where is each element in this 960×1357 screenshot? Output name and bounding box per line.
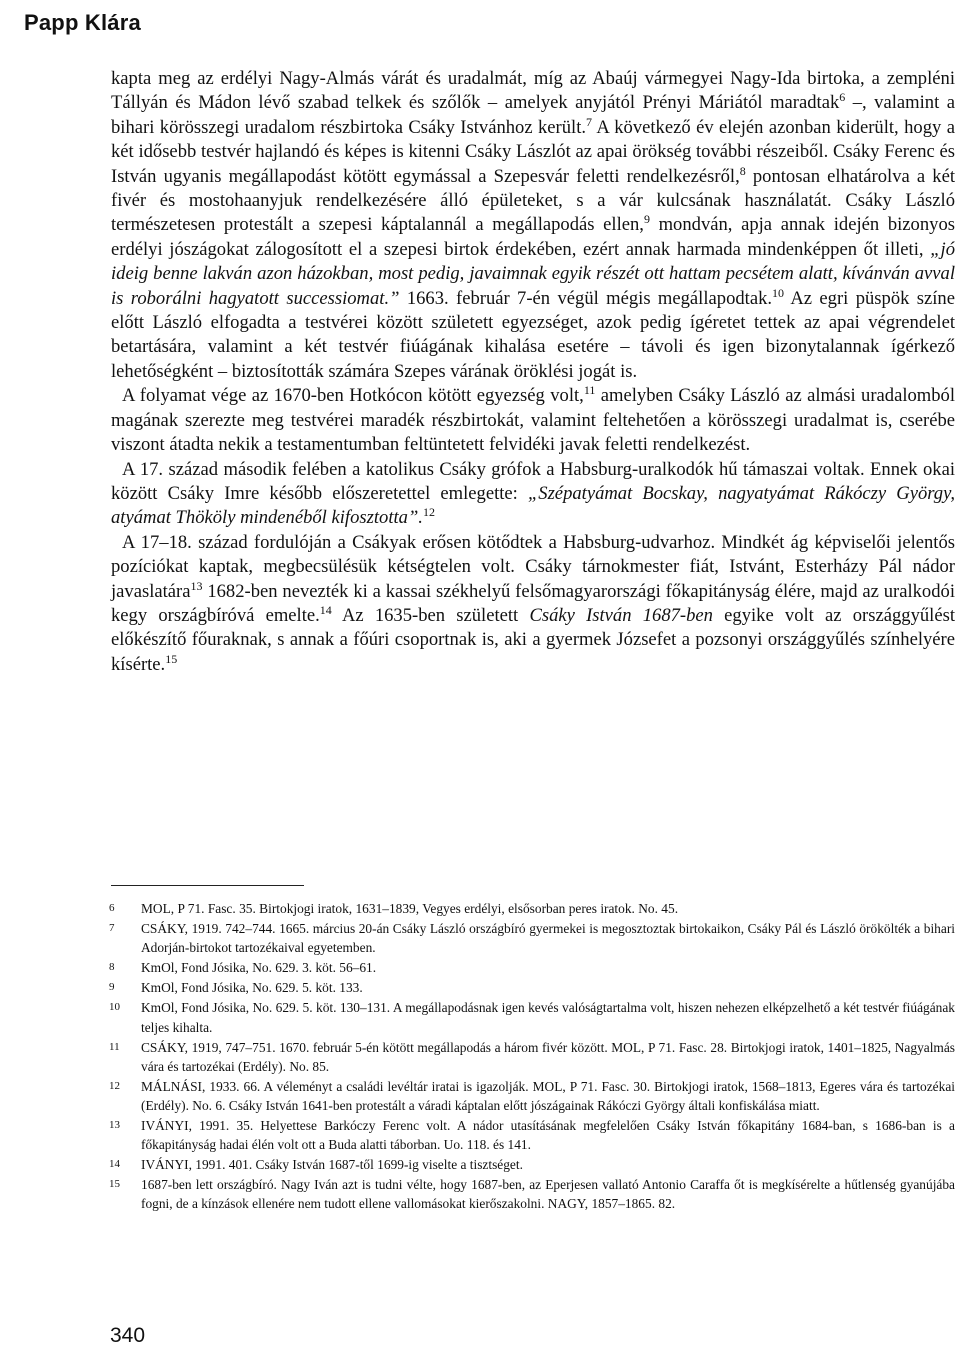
- text-run: A 17–18. század fordulóján a Csákyak erősen kötődtek a Habsburg-udvarhoz. Mindkét ág képviselői jelentős pozíciókat kaptak, megbecsülésük kétségtelen volt. Csáky tárnokmester fiát, Istvánt, Esterházy Pál nádor javaslatára: [111, 531, 955, 602]
- footnote-ref: 15: [165, 651, 178, 666]
- footnote-text: IVÁNYI, 1991. 35. Helyettese Barkóczy Ferenc volt. A nádor utasításának megfelelően Csáky István főkapitány 1684-ban, s 1686-ban is a főkapitányság hadai élén volt ott a Buda alatti táborban. Uo. 118. és 141.: [141, 1118, 955, 1153]
- italic-quote: „Szépatyámat Bocskay, nagyatyámat Rákóczy György, atyámat Thököly mindenéből kifosztotta”.: [111, 482, 955, 529]
- body-paragraph: [111, 531, 955, 677]
- footnote-ref: 11: [583, 383, 596, 398]
- footnote-separator: [111, 885, 304, 886]
- footnote-text: MÁLNÁSI, 1933. 66. A véleményt a családi levéltár iratai is igazolják. MOL, P 71. Fasc. 30. Birtokjogi iratok, 1568–1813, Egeres vára és tartozékai (Erdély). No. 6. Csáky István 1641-ben protestált a váradi káptalan előtt jószágainak Rákóczi György általi konfiskálása miatt.: [141, 1078, 955, 1113]
- footnote-ref: 7: [586, 114, 593, 129]
- text-run: kapta meg az erdélyi Nagy-Almás várát és uradalmát, míg az Abaúj vármegyei Nagy-Ida birtoka, a zempléni Tállyán és Mádon lévő szabad telkek és szőlők – amelyek anyjától Prényi Máriától maradtak: [111, 68, 955, 114]
- body-paragraph: [111, 458, 955, 531]
- footnote: [111, 919, 955, 957]
- footnote-number: 8: [109, 961, 115, 974]
- running-header-author: Papp Klára: [24, 10, 141, 35]
- footnote-text: 1687-ben lett országbíró. Nagy Iván azt is tudni vélte, hogy 1687-ben, az Eperjesen vallató Antonio Caraffa őt is megkísérelte a hűtlenség gyanújába fogni, de a kínzások ellenére nem tudott ellene vallomásokat kierőszakolni. NAGY, 1857–1865. 82.: [141, 1177, 955, 1212]
- footnote: [111, 1175, 955, 1213]
- footnote: [111, 1077, 955, 1115]
- text-run: A 17. század második felében a katolikus Csáky grófok a Habsburg-uralkodók hű támaszai voltak. Ennek okai között Csáky Imre később előszeretettel emlegette:: [111, 458, 955, 504]
- footnote: [111, 1116, 955, 1154]
- footnote-ref: 14: [319, 602, 332, 617]
- text-run: Az 1635-ben született: [331, 604, 530, 626]
- text-run: amelyben Csáky László az almási uradalomból magának szerezte meg testvérei maradék részbirtokát, valamint feltehetően a körösszegi uradalmat is, cserébe viszont átadta nekik a testamentumban feltüntetett felvidéki javak feletti rendelkezést.: [111, 385, 956, 456]
- footnote: [111, 958, 955, 977]
- text-run: mondván, apja annak idején bizonyos erdélyi jószágokat zálogosított el a szepesi birtok érdekében, ezért annak harmada mindenképpen őt illeti,: [111, 214, 955, 260]
- footnote-number: 15: [109, 1178, 120, 1191]
- footnote-text: IVÁNYI, 1991. 401. Csáky István 1687-től 1699-ig viselte a tisztséget.: [141, 1157, 523, 1173]
- text-run: Az egri püspök színe előtt László elfogadta a testvérei között született egyezséget, azok pedig ígéretet tettek az apai végrendelet betartására, valamint a két testvér fiúágának kihalása esetére – távoli és igen bizonytalannak ígérkező lehetőségként – biztosították számára Szepes várának öröklési jogát is.: [111, 287, 955, 382]
- footnote-ref: 13: [190, 578, 203, 593]
- text-run: egyike volt az országgyűlést előkészítő főuraknak, s annak a főúri csoportnak is, aki a gyermek Józsefet a pozsonyi országgyűlés színhelyére kísérte.: [111, 604, 955, 675]
- footnote: [111, 1155, 955, 1174]
- footnote-ref: 6: [839, 90, 846, 105]
- footnote-number: 7: [109, 922, 115, 935]
- footnote-ref: 10: [772, 285, 785, 300]
- footnote: [111, 978, 955, 997]
- footnote-text: KmOl, Fond Jósika, No. 629. 5. köt. 130–131. A megállapodásnak igen kevés valóságtartalma volt, hiszen nehezen elképzelhető a két testvér fiúágának teljes kihalta.: [141, 1000, 955, 1035]
- footnote-number: 9: [109, 981, 115, 994]
- body-text: [111, 67, 955, 677]
- footnote: [111, 899, 955, 918]
- page-number: 340: [110, 1324, 146, 1347]
- footnotes: [111, 899, 955, 1215]
- footnote-ref: 9: [643, 212, 650, 227]
- text-run: 1663. február 7-én végül mégis megállapodtak.: [399, 287, 773, 309]
- footnote-number: 12: [109, 1079, 120, 1092]
- footnote-text: MOL, P 71. Fasc. 35. Birtokjogi iratok, 1631–1839, Vegyes erdélyi, elsősorban peres iratok. No. 45.: [141, 901, 679, 916]
- footnote-number: 6: [109, 902, 115, 914]
- footnote-ref: 8: [739, 163, 746, 178]
- footnote: [111, 1038, 955, 1076]
- footnote-text: CSÁKY, 1919, 747–751. 1670. február 5-én kötött megállapodás a három fivér között. MOL, P 71. Fasc. 28. Birtokjogi iratok, 1401–1825, Nagyalmás vára és tartozékai (Erdély). No. 85.: [141, 1039, 955, 1074]
- footnote-number: 10: [109, 1001, 120, 1014]
- body-paragraph: [111, 384, 955, 457]
- footnote-text: CSÁKY, 1919. 742–744. 1665. március 20-án Csáky László országbíró gyermekei is megosztoztak birtokaikon, Csáky Pál és László örökölték a bihari Adorján-birtokot tartozékaival egyetemben.: [141, 921, 955, 956]
- italic-quote: Csáky István 1687-ben: [529, 604, 713, 626]
- body-paragraph: [111, 67, 955, 384]
- text-run: A következő év elején azonban kiderült, hogy a két idősebb testvér hajlandó és képes is kitenni Csáky Lászlót az apai örökség további részeiből. Csáky Ferenc és István ugyanis megállapodást kötött egymással a Szepesvár feletti rendelkezésről,: [111, 116, 955, 187]
- text-run: A folyamat vége az 1670-ben Hotkócon kötött egyezség volt,: [122, 385, 584, 407]
- footnote-text: KmOl, Fond Jósika, No. 629. 5. köt. 133.: [141, 980, 363, 996]
- text-run: pontosan elhatárolva a két fivér és mostohaanyjuk rendelkezésére álló épületeket, s a vár kulcsának használatát. Csáky László természetesen protestált a szepesi káptalannál a megállapodás ellen,: [111, 165, 955, 236]
- italic-quote: „jó ideig benne lakván azon házokban, most pedig, javaimnak egyik részét ott hattam pecsétem alatt, kívánván avval is roborálni hagyatott successiomat.”: [111, 238, 955, 309]
- footnote-number: 14: [109, 1158, 120, 1171]
- footnote-ref: 12: [422, 505, 435, 520]
- footnote-number: 11: [109, 1040, 120, 1053]
- text-run: 1682-ben nevezték ki a kassai székhelyű felsőmagyarországi főkapitányság élére, majd az uralkodói kegy országbíróvá emelte.: [111, 580, 955, 626]
- footnote-text: KmOl, Fond Jósika, No. 629. 3. köt. 56–61.: [141, 960, 377, 976]
- footnote: [111, 998, 955, 1036]
- text-run: –, valamint a bihari körösszegi uradalom részbirtoka Csáky Istvánhoz került.: [111, 92, 955, 138]
- footnote-number: 13: [109, 1119, 120, 1132]
